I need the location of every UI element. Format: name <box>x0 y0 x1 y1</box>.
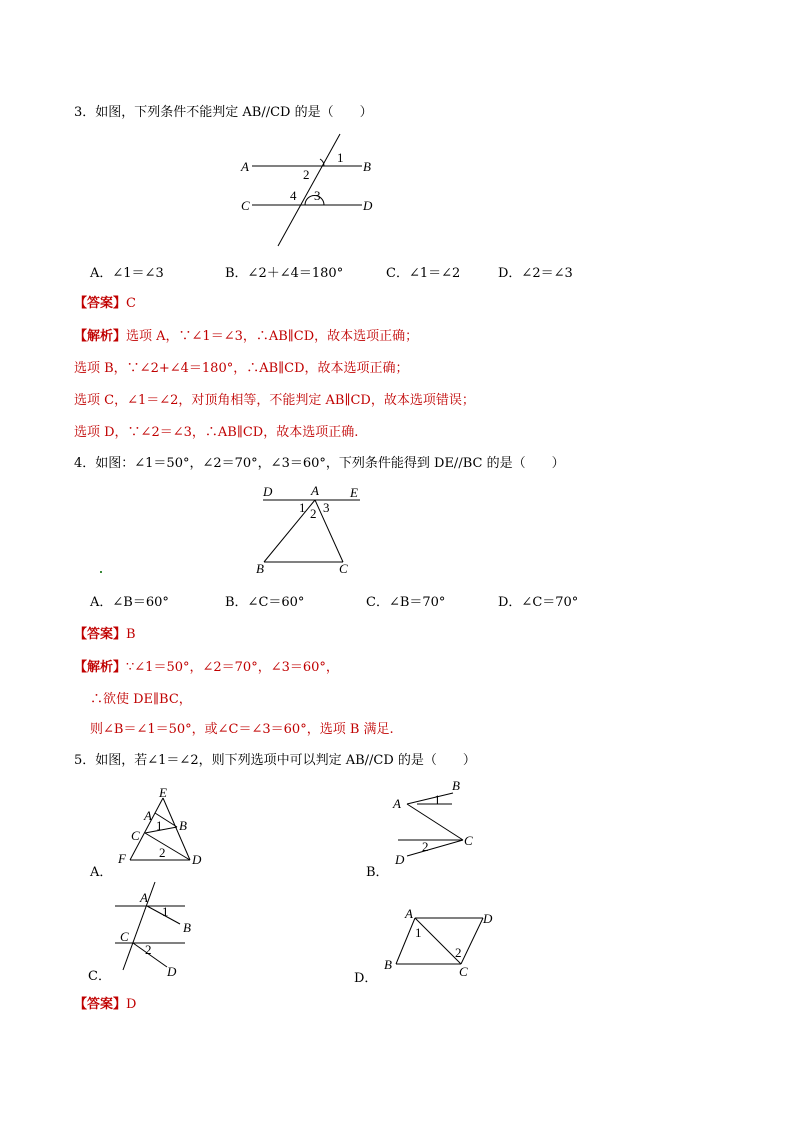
q3-option-a: A．∠1＝∠3 <box>90 266 164 281</box>
q4-angle-2: 2 <box>310 506 317 521</box>
q3-answer-tag: 【答案】 <box>74 296 127 311</box>
q4-option-b: B．∠C＝60° <box>225 595 305 610</box>
q3-analysis-line-1: 选项 A，∵∠1＝∠3，∴AB∥CD，故本选项正确； <box>126 329 419 344</box>
q5-figure-b <box>390 778 485 868</box>
q5d-label-a: A <box>405 906 413 921</box>
q3-angle-3: 3 <box>314 188 321 203</box>
q5a-label-c: C <box>131 828 140 843</box>
q5c-label-a: A <box>140 890 148 905</box>
q4-label-d: D <box>263 484 273 499</box>
q5d-label-c: C <box>459 964 468 979</box>
q3-figure <box>240 140 390 250</box>
q3-label-c: C <box>241 198 250 213</box>
q5a-label-a: A <box>144 808 152 823</box>
q3-option-d: D．∠2＝∠3 <box>498 266 573 281</box>
q3-stem: 3．如图，下列条件不能判定 AB//CD 的是（ ） <box>74 105 373 120</box>
q4-answer-tag: 【答案】 <box>74 627 127 642</box>
q4-label-c: C <box>339 561 348 576</box>
q4-analysis-line-2: ∴欲使 DE∥BC， <box>90 692 192 707</box>
q5-stem: 5．如图，若∠1＝∠2，则下列选项中可以判定 AB//CD 的是（ ） <box>74 753 476 768</box>
q4-angle-1: 1 <box>299 500 306 515</box>
q5-option-a: A． <box>90 865 113 880</box>
q5a-angle-1: 1 <box>156 818 163 833</box>
q5d-label-d: D <box>483 911 493 926</box>
q3-analysis-line-2: 选项 B，∵∠2+∠4＝180°，∴AB∥CD，故本选项正确； <box>74 361 409 376</box>
q5c-angle-2: 2 <box>145 942 152 957</box>
q5c-label-d: D <box>167 964 177 979</box>
q3-option-c: C．∠1＝∠2 <box>386 266 461 281</box>
q5c-label-c: C <box>120 929 129 944</box>
q4-stem: 4．如图：∠1＝50°，∠2＝70°，∠3＝60°，下列条件能得到 DE//BC 的是（ ） <box>74 456 565 471</box>
q5-figure-c <box>110 882 205 977</box>
q5d-angle-1: 1 <box>415 925 422 940</box>
q4-label-a: A <box>311 483 319 498</box>
q3-analysis-tag: 【解析】 <box>74 329 127 344</box>
q5-option-c: C． <box>88 969 111 984</box>
q5b-label-a: A <box>393 796 401 811</box>
q4-answer <box>74 623 136 642</box>
q5-answer-value: D <box>126 997 137 1012</box>
q3-answer <box>74 292 136 311</box>
q4-option-c: C．∠B＝70° <box>366 595 446 610</box>
q3-answer-value: C <box>126 296 136 311</box>
q5a-label-b: B <box>179 818 187 833</box>
q5c-angle-1: 1 <box>162 904 169 919</box>
q3-angle-2: 2 <box>303 167 310 182</box>
q5a-label-d: D <box>192 852 202 867</box>
q3-label-b: B <box>363 159 371 174</box>
q5d-label-b: B <box>384 957 392 972</box>
q5a-angle-2: 2 <box>159 845 166 860</box>
q4-analysis <box>74 656 339 675</box>
q5-figure-d <box>375 902 500 980</box>
q5a-label-f: F <box>118 851 126 866</box>
q5-answer-tag: 【答案】 <box>74 997 127 1012</box>
q5-option-b: B． <box>366 865 389 880</box>
q3-analysis-line-4: 选项 D，∵∠2＝∠3，∴AB∥CD，故本选项正确. <box>74 425 359 440</box>
q4-answer-value: B <box>126 627 136 642</box>
q3-label-d: D <box>363 198 373 213</box>
q5c-label-b: B <box>183 920 191 935</box>
q4-analysis-tag: 【解析】 <box>74 660 127 675</box>
q3-angle-4: 4 <box>290 188 297 203</box>
q3-angle-1: 1 <box>337 150 344 165</box>
q5-figure-a <box>115 785 210 870</box>
q5b-label-c: C <box>464 833 473 848</box>
q5a-label-e: E <box>159 785 167 800</box>
q5d-angle-2: 2 <box>455 945 462 960</box>
q5-option-d: D． <box>354 971 378 986</box>
stray-mark <box>100 571 102 573</box>
q4-option-a: A．∠B＝60° <box>90 595 169 610</box>
q4-figure <box>255 482 375 577</box>
q3-label-a: A <box>241 159 249 174</box>
q4-label-b: B <box>256 561 264 576</box>
q5b-angle-2: 2 <box>422 839 429 854</box>
q4-label-e: E <box>350 485 358 500</box>
q5b-label-d: D <box>395 852 405 867</box>
q4-angle-3: 3 <box>323 500 330 515</box>
q5-answer <box>74 993 136 1012</box>
q4-analysis-line-3: 则∠B＝∠1＝50°，或∠C＝∠3＝60°，选项 B 满足. <box>90 722 394 737</box>
q4-analysis-line-1: ∵∠1＝50°，∠2＝70°，∠3＝60°， <box>126 660 339 675</box>
q4-option-d: D．∠C＝70° <box>498 595 579 610</box>
q3-option-b: B．∠2＋∠4＝180° <box>225 266 344 281</box>
q3-analysis <box>74 325 418 344</box>
q5b-angle-1: 1 <box>434 792 441 807</box>
q5b-label-b: B <box>452 778 460 793</box>
q3-analysis-line-3: 选项 C，∠1＝∠2，对顶角相等，不能判定 AB∥CD，故本选项错误； <box>74 393 475 408</box>
